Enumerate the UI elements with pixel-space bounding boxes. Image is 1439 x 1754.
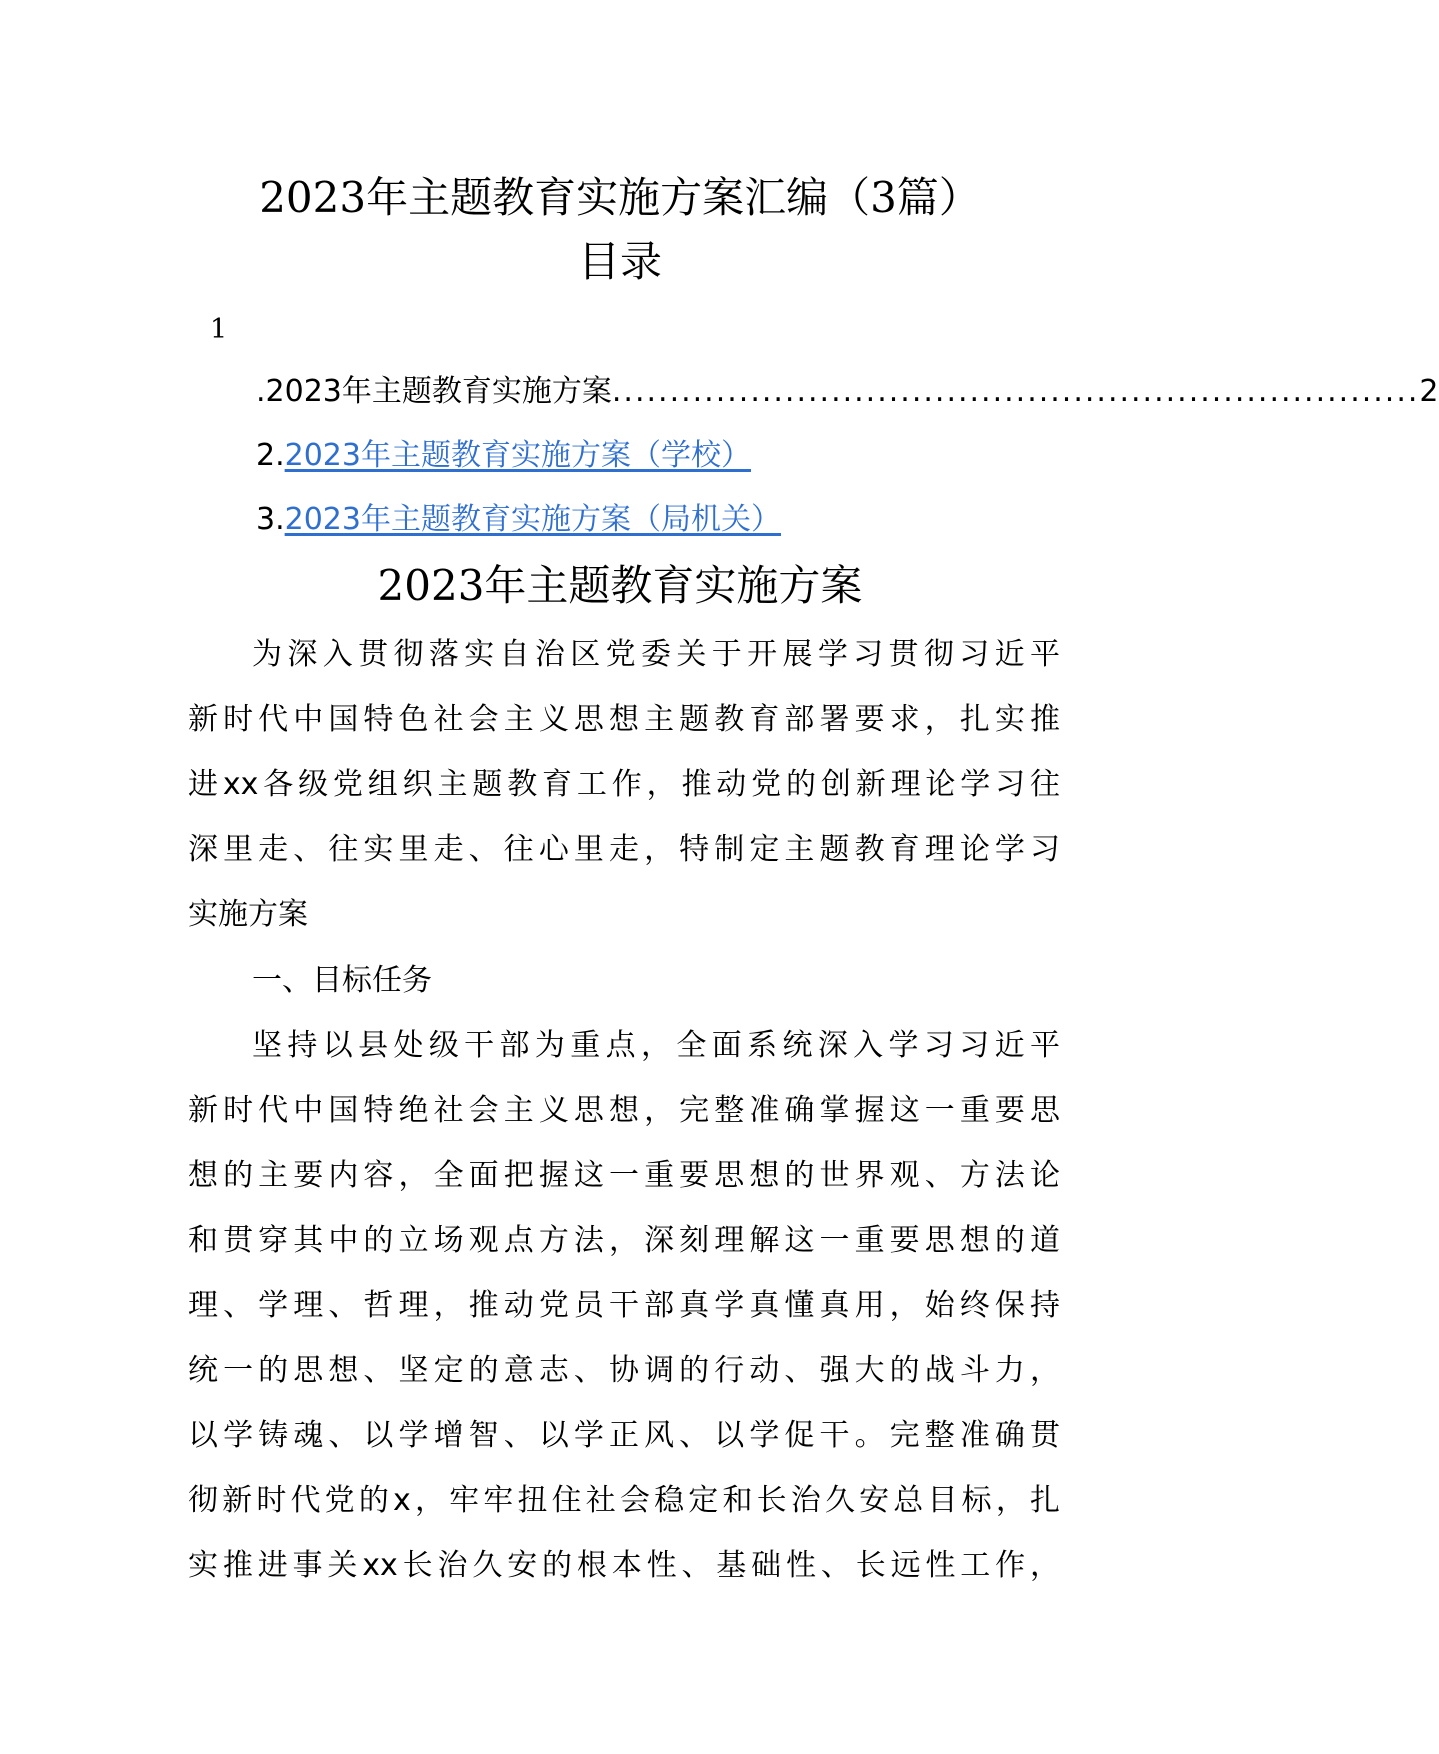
- paragraph-line: 统一的思想、坚定的意志、协调的行动、强大的战斗力，: [188, 1353, 1060, 1388]
- toc-item-2-link[interactable]: 2023年主题教育实施方案（学校）: [284, 438, 751, 473]
- heading-goals: [188, 948, 1060, 1013]
- document-title: 2023年主题教育实施方案汇编（3篇）: [259, 173, 981, 222]
- section-title: 2023年主题教育实施方案: [377, 561, 863, 610]
- paragraph-line: 理、学理、哲理，推动党员干部真学真懂真用，始终保持: [188, 1288, 1060, 1323]
- paragraph-line: 进xx各级党组织主题教育工作，推动党的创新理论学习往: [188, 767, 1060, 802]
- paragraph-line: 以学铸魂、以学增智、以学正风、以学促干。完整准确贯: [188, 1418, 1060, 1453]
- paragraph-line: 新时代中国特绝社会主义思想，完整准确掌握这一重要思: [188, 1093, 1060, 1128]
- toc-item-2: [256, 434, 751, 478]
- paragraph-goals: [188, 1013, 1060, 1598]
- paragraph-line: 彻新时代党的x，牢牢扭住社会稳定和长治久安总目标，扎: [188, 1483, 1060, 1518]
- toc-item-1-leader: ......................................................................: [611, 374, 1420, 409]
- toc-item-1[interactable]: [256, 370, 1439, 414]
- toc-heading: 目录: [577, 237, 662, 286]
- paragraph-line: 和贯穿其中的立场观点方法，深刻理解这一重要思想的道: [188, 1223, 1060, 1258]
- paragraph-line: 实施方案: [188, 897, 308, 932]
- paragraph-line: 想的主要内容，全面把握这一重要思想的世界观、方法论: [188, 1158, 1060, 1193]
- paragraph-intro: [188, 622, 1060, 947]
- paragraph-line: 为深入贯彻落实自治区党委关于开展学习贯彻习近平: [252, 637, 1060, 672]
- toc-item-3-number: 3.: [256, 502, 285, 537]
- toc-item-2-number: 2.: [256, 438, 285, 473]
- toc-item-3-link[interactable]: 2023年主题教育实施方案（局机关）: [284, 502, 781, 537]
- toc-item-1-label: .2023年主题教育实施方案: [256, 374, 612, 409]
- toc-item-3: [256, 498, 781, 542]
- heading-goals-text: 一、目标任务: [252, 963, 432, 998]
- paragraph-line: 实推进事关xx长治久安的根本性、基础性、长远性工作，: [188, 1548, 1060, 1583]
- paragraph-line: 坚持以县处级干部为重点，全面系统深入学习习近平: [252, 1028, 1060, 1063]
- paragraph-line: 深里走、往实里走、往心里走，特制定主题教育理论学习: [188, 832, 1060, 867]
- toc-item-1-page: 2: [1419, 374, 1439, 409]
- toc-page-mark: 1: [210, 314, 228, 345]
- paragraph-line: 新时代中国特色社会主义思想主题教育部署要求，扎实推: [188, 702, 1060, 737]
